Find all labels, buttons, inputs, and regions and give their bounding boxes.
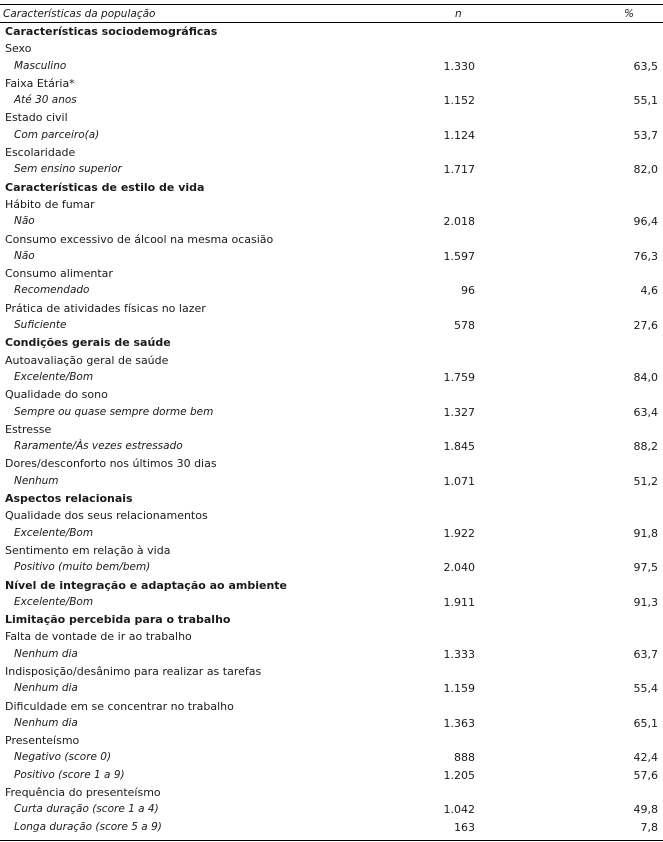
row-label: Aspectos relacionais [5, 492, 133, 506]
row-label: Consumo excessivo de álcool na mesma ocasião [5, 232, 274, 246]
row-percent: 97,5 [633, 561, 658, 575]
row-count: 96 [461, 284, 475, 298]
variable-row [0, 421, 663, 438]
row-percent: 91,8 [633, 526, 658, 540]
category-row [0, 767, 663, 784]
row-percent: 53,7 [633, 128, 658, 142]
category-row [0, 161, 663, 178]
row-count: 163 [454, 820, 475, 834]
row-label: Recomendado [14, 284, 90, 297]
row-percent: 51,2 [633, 474, 658, 488]
variable-row [0, 109, 663, 126]
row-label: Frequência do presenteísmo [5, 786, 161, 800]
row-label: Positivo (muito bem/bem) [14, 561, 151, 574]
row-label: Nível de integração e adaptação ao ambiente [5, 578, 287, 592]
row-percent: 84,0 [633, 370, 658, 384]
variable-row [0, 231, 663, 248]
table-top-rule [0, 4, 663, 5]
category-row [0, 213, 663, 230]
row-label: Qualidade dos seus relacionamentos [5, 509, 208, 523]
row-label: Consumo alimentar [5, 267, 113, 281]
table-body [0, 23, 663, 836]
variable-row [0, 300, 663, 317]
variable-row [0, 265, 663, 282]
row-label: Falta de vontade de ir ao trabalho [5, 630, 192, 644]
category-row [0, 438, 663, 455]
row-percent: 27,6 [633, 319, 658, 333]
category-row [0, 317, 663, 334]
section-row [0, 577, 663, 594]
row-label: Autoavaliação geral de saúde [5, 353, 169, 367]
row-count: 1.071 [443, 474, 475, 488]
row-count: 1.845 [443, 440, 475, 454]
category-row [0, 559, 663, 576]
category-row [0, 92, 663, 109]
row-count: 1.333 [443, 647, 475, 661]
row-label: Dificuldade em se concentrar no trabalho [5, 699, 234, 713]
row-percent: 49,8 [633, 803, 658, 817]
row-percent: 7,8 [640, 820, 658, 834]
category-row [0, 594, 663, 611]
row-percent: 57,6 [633, 768, 658, 782]
row-count: 1.922 [443, 526, 475, 540]
table-bottom-rule [0, 840, 663, 841]
variable-row [0, 784, 663, 801]
row-label: Excelente/Bom [14, 370, 94, 383]
row-percent: 82,0 [633, 163, 658, 177]
row-percent: 4,6 [640, 284, 658, 298]
row-label: Estado civil [5, 111, 68, 125]
row-label: Indisposição/desânimo para realizar as tarefas [5, 664, 262, 678]
column-header-n: n [455, 8, 462, 20]
section-row [0, 23, 663, 40]
row-label: Características de estilo de vida [5, 180, 205, 194]
category-row [0, 819, 663, 836]
category-row [0, 127, 663, 144]
category-row [0, 715, 663, 732]
row-count: 578 [454, 319, 475, 333]
row-label: Condições gerais de saúde [5, 336, 171, 350]
variable-row [0, 144, 663, 161]
category-row [0, 473, 663, 490]
row-percent: 55,1 [633, 94, 658, 108]
row-count: 1.159 [443, 682, 475, 696]
row-count: 1.042 [443, 803, 475, 817]
category-row [0, 680, 663, 697]
row-count: 1.363 [443, 716, 475, 730]
row-label: Características sociodemográficas [5, 25, 218, 38]
row-label: Dores/desconforto nos últimos 30 dias [5, 457, 217, 471]
category-row [0, 248, 663, 265]
column-header-characteristics: Características da população [3, 8, 156, 20]
row-label: Até 30 anos [14, 94, 77, 107]
category-row [0, 646, 663, 663]
section-row [0, 179, 663, 196]
row-percent: 63,5 [633, 59, 658, 73]
row-label: Sentimento em relação à vida [5, 543, 171, 557]
row-label: Negativo (score 0) [14, 751, 112, 764]
variable-row [0, 732, 663, 749]
row-label: Curta duração (score 1 a 4) [14, 803, 159, 816]
row-count: 1.152 [443, 94, 475, 108]
row-label: Sem ensino superior [14, 163, 122, 176]
category-row [0, 58, 663, 75]
row-count: 888 [454, 751, 475, 765]
row-label: Longa duração (score 5 a 9) [14, 820, 162, 833]
row-label: Faixa Etária* [5, 76, 75, 90]
row-label: Positivo (score 1 a 9) [14, 768, 125, 781]
row-label: Sexo [5, 42, 32, 56]
row-percent: 65,1 [633, 716, 658, 730]
section-row [0, 490, 663, 507]
row-label: Nenhum dia [14, 716, 78, 729]
variable-row [0, 507, 663, 524]
category-row [0, 525, 663, 542]
row-count: 1.327 [443, 405, 475, 419]
row-label: Hábito de fumar [5, 197, 95, 211]
row-label: Não [14, 215, 35, 228]
variable-row [0, 196, 663, 213]
row-percent: 76,3 [633, 249, 658, 263]
row-percent: 96,4 [633, 215, 658, 229]
row-label: Com parceiro(a) [14, 128, 100, 141]
row-label: Excelente/Bom [14, 595, 94, 608]
row-label: Masculino [14, 59, 67, 72]
variable-row [0, 455, 663, 472]
category-row [0, 282, 663, 299]
row-count: 1.330 [443, 59, 475, 73]
section-row [0, 334, 663, 351]
row-percent: 42,4 [633, 751, 658, 765]
row-label: Escolaridade [5, 146, 76, 160]
variable-row [0, 542, 663, 559]
row-count: 1.759 [443, 370, 475, 384]
row-count: 1.205 [443, 768, 475, 782]
variable-row [0, 75, 663, 92]
row-count: 2.040 [443, 561, 475, 575]
row-count: 1.124 [443, 128, 475, 142]
row-label: Prática de atividades físicas no lazer [5, 301, 206, 315]
category-row [0, 369, 663, 386]
category-row [0, 801, 663, 818]
row-label: Suficiente [14, 319, 67, 332]
variable-row [0, 352, 663, 369]
row-percent: 88,2 [633, 440, 658, 454]
variable-row [0, 698, 663, 715]
row-percent: 63,4 [633, 405, 658, 419]
category-row [0, 404, 663, 421]
section-row [0, 611, 663, 628]
row-label: Presenteísmo [5, 734, 80, 748]
variable-row [0, 628, 663, 645]
row-label: Qualidade do sono [5, 388, 108, 402]
row-percent: 55,4 [633, 682, 658, 696]
row-label: Nenhum [14, 474, 59, 487]
row-percent: 63,7 [633, 647, 658, 661]
row-label: Não [14, 249, 35, 262]
row-label: Estresse [5, 422, 52, 436]
row-count: 2.018 [443, 215, 475, 229]
row-label: Excelente/Bom [14, 526, 94, 539]
variable-row [0, 663, 663, 680]
column-header-percent: % [624, 8, 634, 20]
row-label: Raramente/Às vezes estressado [14, 440, 183, 453]
row-label: Sempre ou quase sempre dorme bem [14, 405, 214, 418]
category-row [0, 749, 663, 766]
row-label: Nenhum dia [14, 682, 78, 695]
row-label: Nenhum dia [14, 647, 78, 660]
row-percent: 91,3 [633, 595, 658, 609]
row-count: 1.597 [443, 249, 475, 263]
row-count: 1.911 [443, 595, 475, 609]
row-count: 1.717 [443, 163, 475, 177]
variable-row [0, 386, 663, 403]
row-label: Limitação percebida para o trabalho [5, 613, 231, 627]
variable-row [0, 40, 663, 57]
